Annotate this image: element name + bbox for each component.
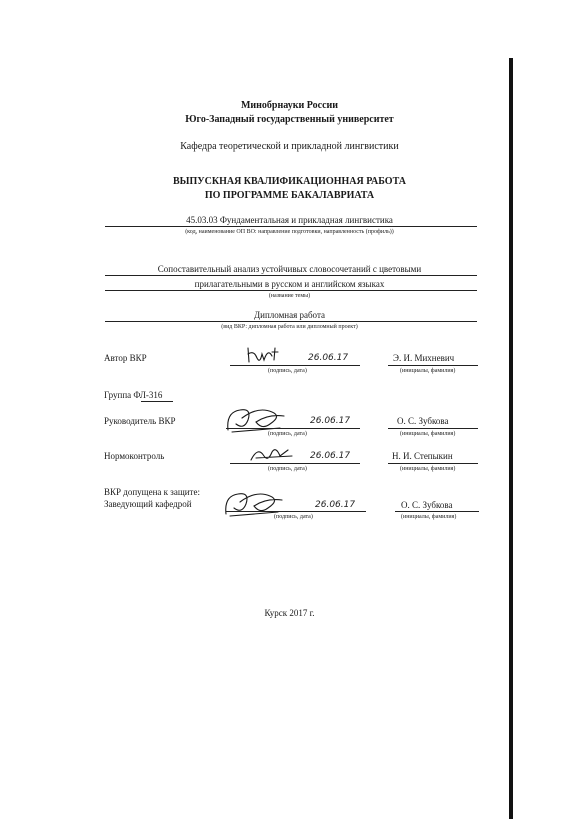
work-type-caption: (вид ВКР: дипломная работа или дипломный проект)	[221, 324, 358, 330]
author-sign-caption: (подпись, дата)	[268, 368, 307, 374]
supervisor-label: Руководитель ВКР	[104, 416, 176, 426]
work-type: Дипломная работа	[254, 310, 325, 320]
supervisor-sign-caption: (подпись, дата)	[268, 431, 307, 437]
author-sign-line	[230, 365, 360, 366]
university-heading: Юго-Западный государственный университет	[185, 114, 394, 125]
admission-name-caption: (инициалы, фамилия)	[401, 514, 457, 520]
normcontrol-date: 26.06.17	[310, 451, 351, 461]
topic-line2: прилагательными в русском и английском языках	[194, 279, 385, 289]
group-label: Группа ФЛ-316	[104, 390, 163, 400]
work-type-underline	[105, 321, 477, 322]
topic-caption: (название темы)	[268, 293, 311, 299]
normcontrol-label: Нормоконтроль	[104, 451, 165, 461]
program-underline	[105, 226, 477, 227]
city-year: Курск 2017 г.	[264, 608, 315, 618]
author-label: Автор ВКР	[104, 353, 147, 363]
admission-name-line	[395, 511, 479, 512]
supervisor-sign-line	[226, 428, 360, 429]
scan-edge-shadow	[509, 58, 513, 819]
supervisor-name-line	[388, 428, 478, 429]
author-signature	[244, 344, 286, 366]
topic-underline1	[105, 275, 477, 276]
admission-sign-caption: (подпись, дата)	[274, 514, 313, 520]
document-title-line1: ВЫПУСКНАЯ КВАЛИФИКАЦИОННАЯ РАБОТА	[173, 176, 406, 187]
author-date: 26.06.17	[308, 353, 349, 363]
admission-date: 26.06.17	[315, 500, 356, 510]
department-heading: Кафедра теоретической и прикладной лингвистики	[180, 141, 399, 152]
document-title-line2: ПО ПРОГРАММЕ БАКАЛАВРИАТА	[204, 190, 375, 201]
normcontrol-sign-caption: (подпись, дата)	[268, 466, 307, 472]
supervisor-name-caption: (инициалы, фамилия)	[400, 431, 456, 437]
normcontrol-name: Н. И. Степыкин	[392, 451, 453, 461]
group-underline	[141, 401, 173, 402]
supervisor-name: О. С. Зубкова	[397, 416, 449, 426]
program-caption: (код, наименование ОП ВО: направление подготовки, направленность (профиль))	[185, 229, 394, 235]
program-code: 45.03.03 Фундаментальная и прикладная лингвистика	[186, 215, 393, 225]
normcontrol-signature	[248, 444, 296, 464]
normcontrol-sign-line	[230, 463, 360, 464]
topic-line1: Сопоставительный анализ устойчивых словосочетаний с цветовыми	[157, 264, 422, 274]
admission-sign-line	[226, 511, 366, 512]
admission-line2: Заведующий кафедрой	[104, 499, 192, 509]
topic-underline2	[105, 290, 477, 291]
author-name-caption: (инициалы, фамилия)	[400, 368, 456, 374]
author-name: Э. И. Михневич	[393, 353, 455, 363]
supervisor-date: 26.06.17	[310, 416, 351, 426]
admission-name: О. С. Зубкова	[401, 500, 453, 510]
normcontrol-name-line	[388, 463, 478, 464]
normcontrol-name-caption: (инициалы, фамилия)	[400, 466, 456, 472]
author-name-line	[388, 365, 478, 366]
admission-line1: ВКР допущена к защите:	[104, 487, 200, 497]
ministry-heading: Минобрнауки России	[240, 100, 339, 111]
